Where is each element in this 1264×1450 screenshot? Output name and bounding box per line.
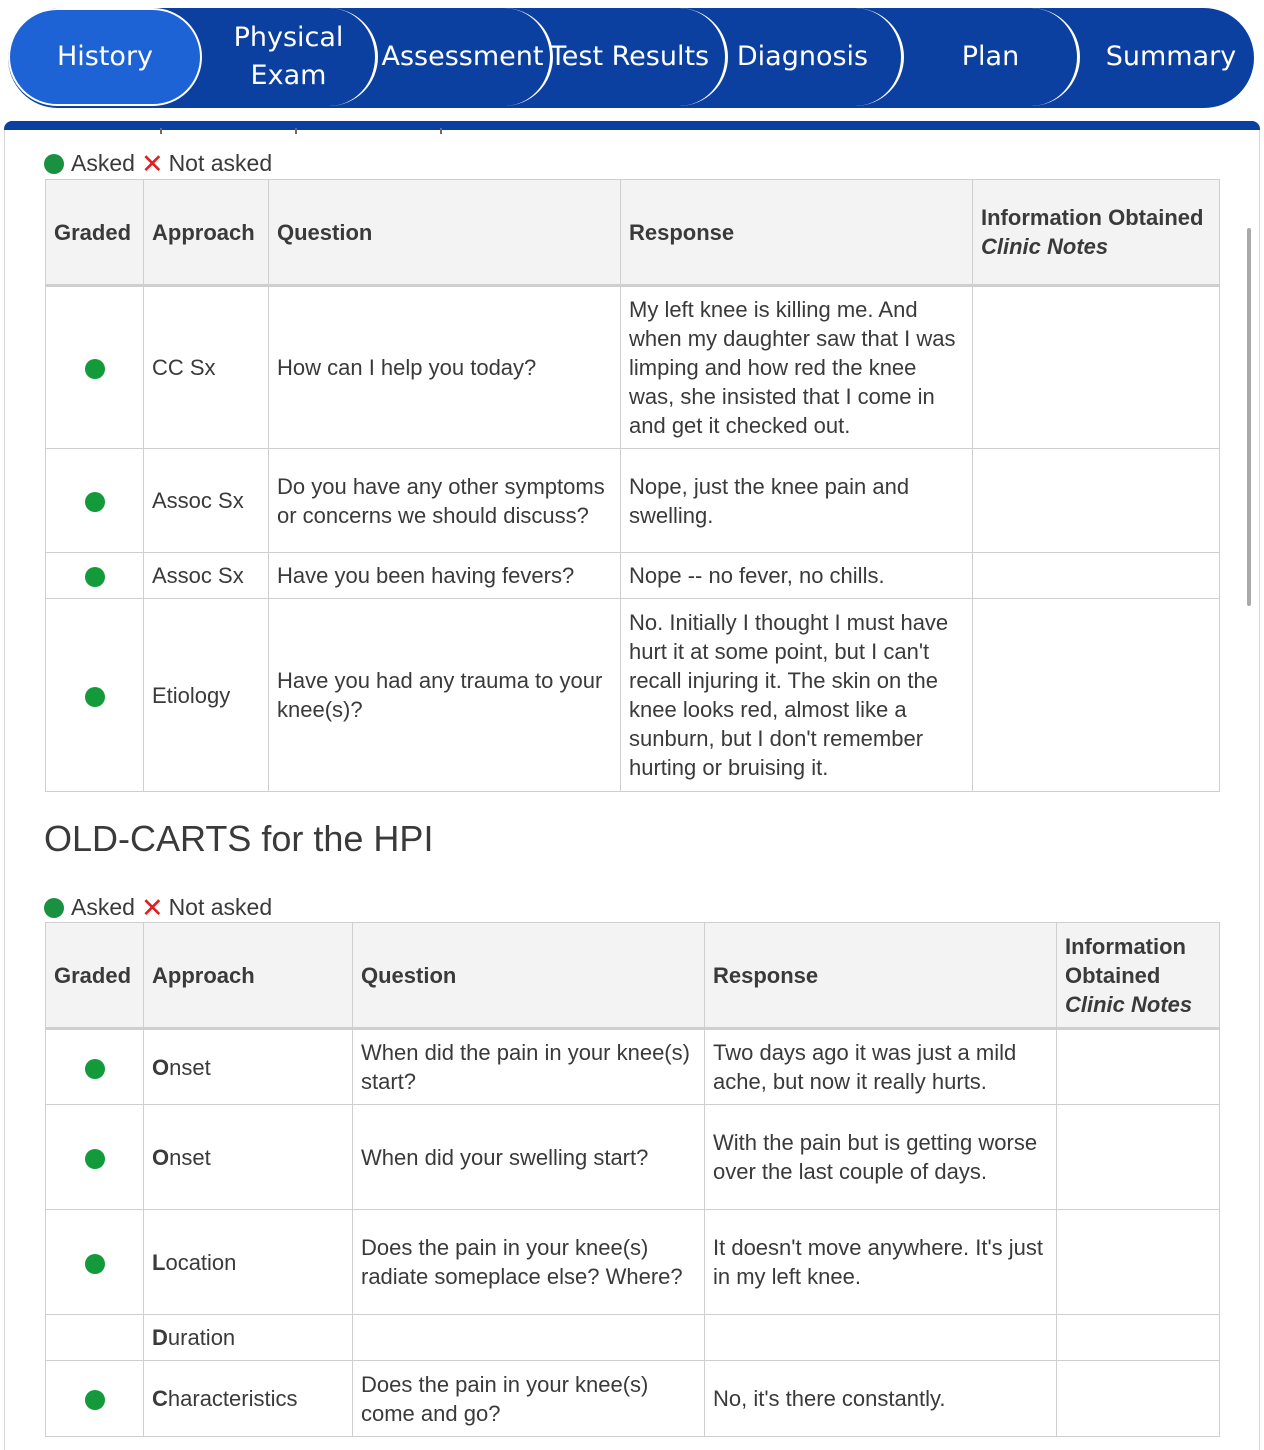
question-cell: Do you have any other symptoms or concerns we should discuss? xyxy=(269,449,621,553)
approach-rest: nset xyxy=(169,1054,211,1080)
approach-cell xyxy=(144,1105,353,1210)
graded-cell xyxy=(46,286,144,449)
asked-dot-icon xyxy=(85,567,105,587)
graded-cell xyxy=(46,1105,144,1210)
asked-dot-icon xyxy=(85,492,105,512)
table-row xyxy=(46,553,1220,599)
section-title-old-carts: OLD-CARTS for the HPI xyxy=(44,818,434,859)
notes-cell[interactable] xyxy=(1057,1361,1220,1437)
graded-cell xyxy=(46,1361,144,1437)
response-cell: With the pain but is getting worse over the last couple of days. xyxy=(705,1105,1057,1210)
not-asked-x-icon: ✕ xyxy=(140,892,164,923)
header-question: Question xyxy=(353,923,705,1029)
asked-dot-icon xyxy=(85,1059,105,1079)
response-cell xyxy=(705,1315,1057,1361)
approach-cell: Assoc Sx xyxy=(144,553,269,599)
notes-cell[interactable] xyxy=(973,553,1220,599)
table-header-row xyxy=(46,180,1220,286)
approach-cell xyxy=(144,1029,353,1105)
response-cell: No. Initially I thought I must have hurt it at some point, but I can't recall injuring it. The skin on the knee looks red, almost like a sunburn, but I don't remember hurting or bruising it. xyxy=(621,599,973,792)
response-cell: Nope -- no fever, no chills. xyxy=(621,553,973,599)
header-info-label: Information Obtained xyxy=(981,205,1204,230)
header-information-obtained xyxy=(1057,923,1220,1029)
approach-initial: O xyxy=(152,1054,170,1080)
graded-cell xyxy=(46,449,144,553)
tab-diagnosis[interactable]: Diagnosis xyxy=(704,8,904,106)
table-row xyxy=(46,286,1220,449)
notes-cell[interactable] xyxy=(1057,1105,1220,1210)
table-header-row xyxy=(46,923,1220,1029)
response-cell: It doesn't move anywhere. It's just in my left knee. xyxy=(705,1210,1057,1315)
tab-plan[interactable]: Plan xyxy=(878,8,1080,106)
legend-not-asked: Not asked xyxy=(168,150,273,176)
history-table xyxy=(45,179,1220,792)
question-cell: Does the pain in your knee(s) come and go? xyxy=(353,1361,705,1437)
question-cell: Have you had any trauma to your knee(s)? xyxy=(269,599,621,792)
approach-cell: CC Sx xyxy=(144,286,269,449)
table-row xyxy=(46,1315,1220,1361)
response-cell: Two days ago it was just a mild ache, but now it really hurts. xyxy=(705,1029,1057,1105)
legend-asked: Asked xyxy=(71,150,135,176)
approach-cell: Etiology xyxy=(144,599,269,792)
notes-cell[interactable] xyxy=(973,599,1220,792)
notes-cell[interactable] xyxy=(973,286,1220,449)
asked-dot-icon xyxy=(85,1254,105,1274)
tab-assessment[interactable]: Assessment xyxy=(353,8,553,106)
question-cell xyxy=(353,1315,705,1361)
old-carts-table xyxy=(45,922,1220,1437)
approach-rest: nset xyxy=(169,1144,211,1170)
header-approach: Approach xyxy=(144,923,353,1029)
notes-cell[interactable] xyxy=(973,449,1220,553)
legend xyxy=(44,150,272,177)
tab-test-results[interactable]: Test Results xyxy=(528,8,728,106)
question-cell: When did the pain in your knee(s) start? xyxy=(353,1029,705,1105)
legend-not-asked: Not asked xyxy=(168,894,273,920)
header-approach: Approach xyxy=(144,180,269,286)
asked-dot-icon xyxy=(85,1149,105,1169)
response-cell: Nope, just the knee pain and swelling. xyxy=(621,449,973,553)
header-response: Response xyxy=(705,923,1057,1029)
question-cell: Have you been having fevers? xyxy=(269,553,621,599)
approach-rest: uration xyxy=(167,1325,236,1350)
graded-cell xyxy=(46,1210,144,1315)
approach-rest: haracteristics xyxy=(167,1386,298,1411)
approach-rest: ocation xyxy=(165,1249,237,1275)
tab-bar xyxy=(8,8,1254,108)
graded-cell xyxy=(46,1315,144,1361)
question-cell: Does the pain in your knee(s) radiate someplace else? Where? xyxy=(353,1210,705,1315)
asked-dot-icon xyxy=(44,154,64,174)
header-clinic-notes: Clinic Notes xyxy=(981,234,1109,259)
not-asked-x-icon: ✕ xyxy=(140,148,164,179)
tab-physical-exam-label: Physical Exam xyxy=(233,22,344,91)
asked-dot-icon xyxy=(85,687,105,707)
approach-cell xyxy=(144,1210,353,1315)
header-clinic-notes: Clinic Notes xyxy=(1065,991,1193,1017)
asked-dot-icon xyxy=(85,359,105,379)
header-info-label: Information Obtained xyxy=(1065,933,1186,988)
clipped-text-fragment xyxy=(440,128,442,134)
legend-asked: Asked xyxy=(71,894,135,920)
response-cell: No, it's there constantly. xyxy=(705,1361,1057,1437)
approach-initial: O xyxy=(152,1144,170,1170)
header-graded: Graded xyxy=(46,923,144,1029)
header-response: Response xyxy=(621,180,973,286)
header-information-obtained xyxy=(973,180,1220,286)
table-row xyxy=(46,1361,1220,1437)
question-cell: When did your swelling start? xyxy=(353,1105,705,1210)
legend xyxy=(44,894,272,921)
approach-initial: L xyxy=(152,1249,166,1275)
scrollbar-thumb[interactable] xyxy=(1247,228,1251,606)
notes-cell[interactable] xyxy=(1057,1315,1220,1361)
graded-cell xyxy=(46,1029,144,1105)
tab-summary[interactable]: Summary xyxy=(1105,41,1237,72)
header-question: Question xyxy=(269,180,621,286)
header-graded: Graded xyxy=(46,180,144,286)
table-row xyxy=(46,1210,1220,1315)
asked-dot-icon xyxy=(85,1390,105,1410)
approach-cell xyxy=(144,1361,353,1437)
graded-cell xyxy=(46,553,144,599)
tab-history[interactable]: History xyxy=(8,8,202,106)
approach-cell: Assoc Sx xyxy=(144,449,269,553)
clipped-text-fragment xyxy=(295,128,297,134)
graded-cell xyxy=(46,599,144,792)
notes-cell[interactable] xyxy=(1057,1029,1220,1105)
asked-dot-icon xyxy=(44,898,64,918)
question-cell: How can I help you today? xyxy=(269,286,621,449)
response-cell: My left knee is killing me. And when my daughter saw that I was limping and how red the knee was, she insisted that I come in and get it checked out. xyxy=(621,286,973,449)
approach-cell xyxy=(144,1315,353,1361)
table-row xyxy=(46,599,1220,792)
tab-physical-exam[interactable] xyxy=(178,8,378,106)
notes-cell[interactable] xyxy=(1057,1210,1220,1315)
table-row xyxy=(46,1029,1220,1105)
table-row xyxy=(46,449,1220,553)
approach-initial: C xyxy=(152,1386,168,1411)
approach-initial: D xyxy=(152,1325,168,1350)
table-row xyxy=(46,1105,1220,1210)
clipped-text-fragment xyxy=(160,128,162,134)
